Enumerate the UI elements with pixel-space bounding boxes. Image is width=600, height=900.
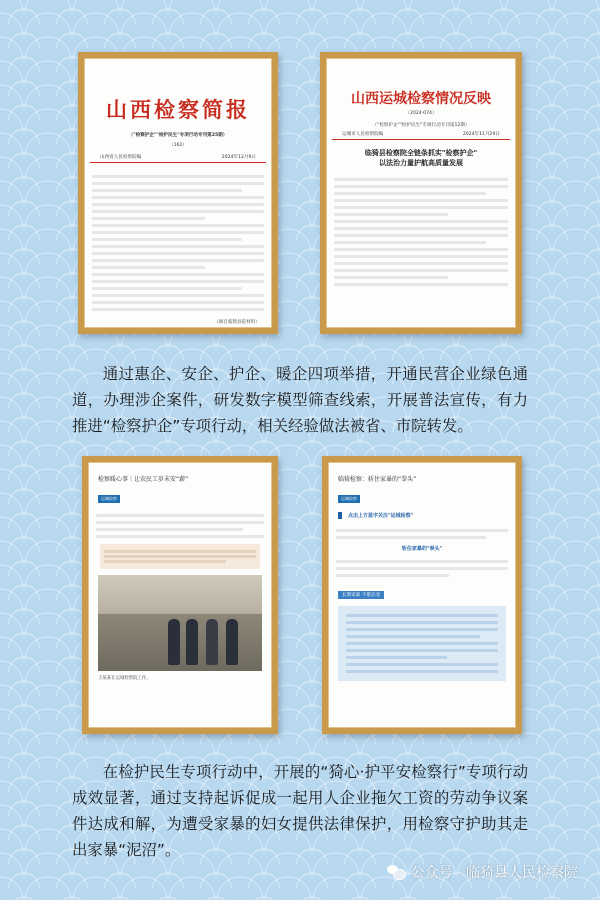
doc3-highlight-box [100, 544, 260, 569]
doc1-number: （162） [169, 143, 187, 148]
doc1-meta [90, 148, 266, 163]
doc4-subtitle: 斩住家暴的"拳头" [401, 546, 443, 552]
doc-domestic-violence-article [322, 456, 522, 734]
doc2-subtitle: （"检察护企""检护民生"专项行动专刊第12期） [372, 123, 470, 128]
doc2-headline-1: 临猗县检察院全链条抓实"检察护企" [364, 149, 478, 157]
doc-shanxi-bulletin [78, 52, 278, 334]
doc3-tag: 运城检察 [98, 495, 120, 503]
doc1-title: 山西检察简报 [106, 97, 250, 122]
doc1-date: 2024年12月9日 [221, 155, 256, 160]
doc4-text-box [338, 606, 506, 681]
doc2-date: 2024年11月29日 [462, 132, 500, 137]
paragraph-enterprise-protection: 通过惠企、安企、护企、暖企四项举措，开通民营企业绿色通道，办理涉企案件，研发数字模型筛查线索，开展普法宣传，有力推进“检察护企”专项行动，相关经验做法被省、市院转发。 [72, 365, 528, 436]
doc2-number: （2024·074） [405, 111, 437, 116]
doc2-meta [332, 128, 510, 140]
doc4-tag: 运城检察 [338, 495, 360, 503]
doc2-title: 山西运城检察情况反映 [351, 91, 491, 107]
doc4-heading: 临猗检察：斩住家暴的“拳头” [338, 476, 417, 483]
doc1-footer: （摘自临猗县院材料） [214, 320, 260, 325]
watermark-text: 公众号 · 临猗县人民检察院 [410, 865, 578, 881]
doc3-caption: 王某某在运城检察院工作。 [98, 676, 151, 681]
doc1-publisher: 山西省人民检察院编 [100, 155, 142, 160]
doc-migrant-wages-article [82, 456, 278, 734]
doc3-heading: 检察暖心事｜让农民工岁末安“薪” [98, 476, 189, 483]
doc-yuncheng-report [320, 52, 522, 334]
doc4-banner: 点击上方蓝字关注"运城检察" [338, 512, 506, 519]
doc1-subtitle: （"检察护企""检护民生"专项行动专刊第25期） [128, 133, 228, 138]
wechat-icon [387, 865, 405, 879]
doc3-photo [98, 575, 262, 671]
paragraph-livelihood-protection: 在检护民生专项行动中，开展的“猗心·护平安检察行”专项行动成效显著，通过支持起诉促成一起用人企业拖欠工资的劳动争议案件达成和解，为遭受家暴的妇女提供法律保护，用检察守护助其走出家暴“泥沼”。 [72, 763, 528, 860]
doc4-section-label: 长期家暴 不堪忍受 [338, 591, 384, 599]
doc2-publisher: 运城市人民检察院编 [342, 132, 384, 137]
doc2-headline [326, 148, 516, 168]
doc2-headline-2: 以法治力量护航高质量发展 [379, 159, 463, 167]
watermark [387, 862, 578, 882]
